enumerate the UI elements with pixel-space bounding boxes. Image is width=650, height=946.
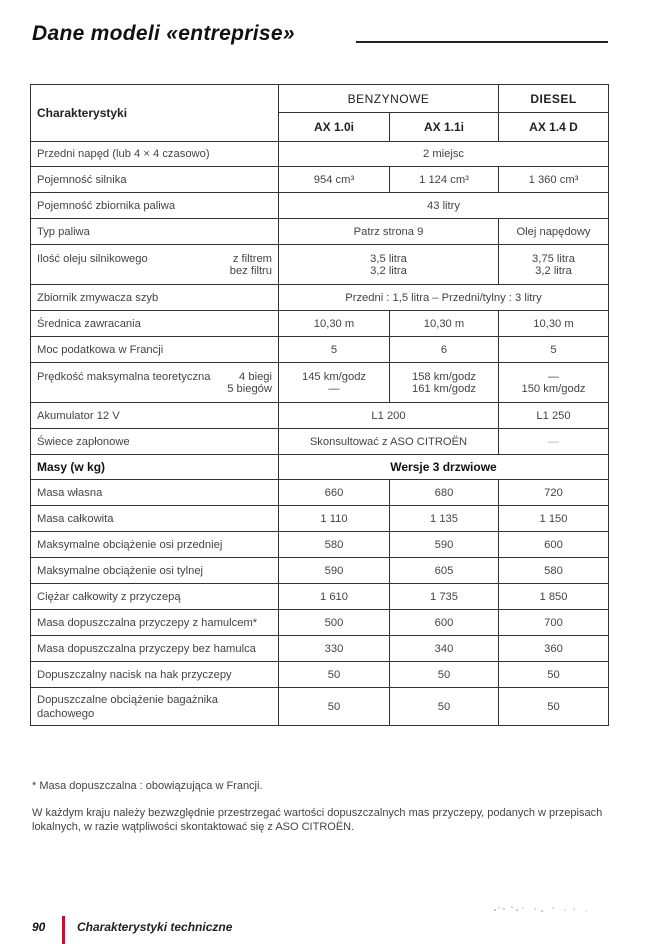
row-label: Dopuszczalny nacisk na hak przyczepy	[31, 662, 279, 688]
cell-value-oil-petrol	[279, 245, 499, 285]
cell-value: 3,2 litra	[535, 264, 572, 277]
cell-value: 50	[499, 688, 609, 726]
row-label-oil	[31, 245, 279, 285]
cell-value: 1 135	[390, 506, 499, 532]
cell-value: 1 360 cm³	[499, 167, 609, 193]
cell-value: 590	[279, 558, 390, 584]
cell-value: 3,75 litra	[532, 252, 575, 265]
footnote: * Masa dopuszczalna : obowiązująca w Francji.	[32, 780, 263, 792]
table-row	[31, 688, 609, 726]
cell-value: 1 735	[390, 584, 499, 610]
row-label: Średnica zawracania	[31, 311, 279, 337]
mass-rows	[31, 480, 609, 726]
cell-value: 660	[279, 480, 390, 506]
cell-value: 605	[390, 558, 499, 584]
cell-value: L1 250	[499, 403, 609, 429]
cell-value: 954 cm³	[279, 167, 390, 193]
cell-value: —	[547, 370, 560, 383]
header-group-diesel: DIESEL	[499, 85, 609, 113]
cell-value: 50	[390, 688, 499, 726]
cell-value: 1 124 cm³	[390, 167, 499, 193]
cell-value: 1 110	[279, 506, 390, 532]
cell-value: 3,2 litra	[370, 264, 407, 277]
cell-value: Przedni : 1,5 litra – Przedni/tylny : 3 litry	[279, 285, 609, 311]
row-label: Moc podatkowa w Francji	[31, 337, 279, 363]
cell-value-speed-3	[499, 363, 609, 403]
cell-value: 158 km/godz	[411, 370, 477, 383]
row-label: Masa całkowita	[31, 506, 279, 532]
row-label: Masa dopuszczalna przyczepy z hamulcem*	[31, 610, 279, 636]
row-label: Prędkość maksymalna teoretyczna	[37, 370, 211, 383]
header-label: Charakterystyki	[31, 85, 279, 142]
cell-value: 1 610	[279, 584, 390, 610]
row-label: Masa dopuszczalna przyczepy bez hamulca	[31, 636, 279, 662]
cell-value: 2 miejsc	[279, 142, 609, 167]
cell-value: 1 850	[499, 584, 609, 610]
cell-value: 50	[390, 662, 499, 688]
cell-value-speed-1	[279, 363, 390, 403]
cell-value: 10,30 m	[390, 311, 499, 337]
row-label: Ciężar całkowity z przyczepą	[31, 584, 279, 610]
cell-value: 720	[499, 480, 609, 506]
row-label: Masa własna	[31, 480, 279, 506]
cell-value: 360	[499, 636, 609, 662]
page-number: 90	[32, 920, 46, 934]
table-row	[31, 636, 609, 662]
row-label: Pojemność silnika	[31, 167, 279, 193]
row-label: Maksymalne obciążenie osi przedniej	[31, 532, 279, 558]
page-title: Dane modeli «entreprise»	[32, 22, 295, 45]
cell-value: 50	[499, 662, 609, 688]
cell-value: 10,30 m	[279, 311, 390, 337]
header-group-petrol: BENZYNOWE	[279, 85, 499, 113]
cell-value-speed-2	[390, 363, 499, 403]
cell-value: 500	[279, 610, 390, 636]
table-row	[31, 610, 609, 636]
cell-value: 161 km/godz	[411, 382, 477, 395]
cell-value: 3,5 litra	[370, 252, 407, 265]
cell-value-oil-diesel	[499, 245, 609, 285]
cell-value: 6	[390, 337, 499, 363]
cell-value: 145 km/godz	[301, 370, 367, 383]
header-model-2: AX 1.1i	[390, 113, 499, 142]
row-label: Maksymalne obciążenie osi tylnej	[31, 558, 279, 584]
row-label: Przedni napęd (lub 4 × 4 czasowo)	[31, 142, 279, 167]
cell-value: 5	[279, 337, 390, 363]
row-label: Zbiornik zmywacza szyb	[31, 285, 279, 311]
table-row	[31, 662, 609, 688]
spec-table	[30, 84, 609, 726]
row-label: Ilość oleju silnikowego	[37, 252, 148, 265]
cell-value: 580	[279, 532, 390, 558]
mass-section-label: Masy (w kg)	[31, 455, 279, 480]
cell-value: 680	[390, 480, 499, 506]
table-row	[31, 584, 609, 610]
cell-value: 1 150	[499, 506, 609, 532]
cell-value: 330	[279, 636, 390, 662]
table-row	[31, 558, 609, 584]
row-label-speed	[31, 363, 279, 403]
table-row	[31, 532, 609, 558]
table-row	[31, 480, 609, 506]
cell-value: Olej napędowy	[499, 219, 609, 245]
cell-value: 600	[499, 532, 609, 558]
cell-value: —	[328, 382, 340, 395]
header-model-3: AX 1.4 D	[499, 113, 609, 142]
row-label: Typ paliwa	[31, 219, 279, 245]
cell-value: 340	[390, 636, 499, 662]
row-label: Akumulator 12 V	[31, 403, 279, 429]
row-label: Świece zapłonowe	[31, 429, 279, 455]
title-rule	[356, 41, 608, 43]
cell-value: 600	[390, 610, 499, 636]
legal-note: W każdym kraju należy bezwzględnie przestrzegać wartości dopuszczalnych mas przyczepy, podanych w przepisach lokalnych, w razie wątpliwości skontaktować się z ASO CITROËN.	[32, 807, 603, 834]
cell-value: Patrz strona 9	[279, 219, 499, 245]
row-sublabel: z filtrem	[232, 252, 272, 265]
print-speckle-decoration	[490, 898, 610, 918]
row-sublabel: 5 biegów	[227, 382, 272, 395]
cell-value: 700	[499, 610, 609, 636]
cell-value: —	[499, 429, 609, 455]
cell-value: 43 litry	[279, 193, 609, 219]
cell-value: 150 km/godz	[521, 382, 586, 395]
section-title: Charakterystyki techniczne	[77, 920, 233, 934]
row-label: Pojemność zbiornika paliwa	[31, 193, 279, 219]
cell-value: 50	[279, 662, 390, 688]
row-sublabel: bez filtru	[229, 264, 272, 277]
row-label: Dopuszczalne obciążenie bagażnika dachowego	[31, 688, 279, 726]
cell-value: 5	[499, 337, 609, 363]
cell-value: Skonsultować z ASO CITROËN	[279, 429, 499, 455]
row-sublabel: 4 biegi	[239, 370, 272, 383]
cell-value: 580	[499, 558, 609, 584]
footer-accent-bar	[62, 916, 65, 944]
cell-value: 10,30 m	[499, 311, 609, 337]
cell-value: 590	[390, 532, 499, 558]
table-row	[31, 506, 609, 532]
cell-value: L1 200	[279, 403, 499, 429]
mass-section-value: Wersje 3 drzwiowe	[279, 455, 609, 480]
cell-value: 50	[279, 688, 390, 726]
header-model-1: AX 1.0i	[279, 113, 390, 142]
